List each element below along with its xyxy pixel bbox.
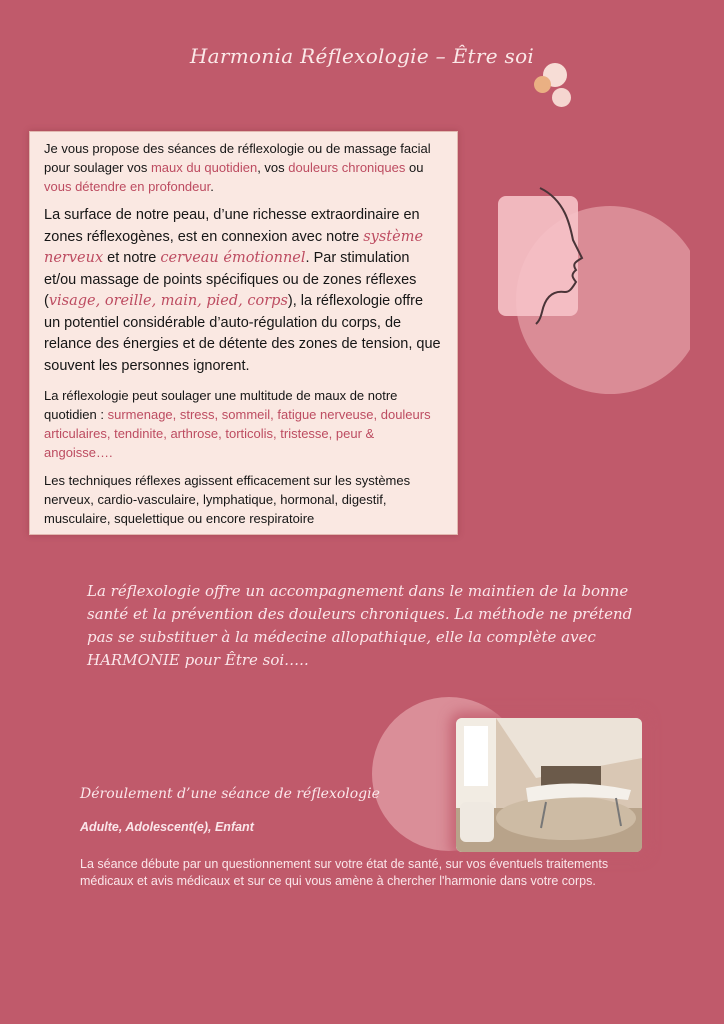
text: .: [210, 179, 214, 194]
highlight: cerveau émotionnel: [160, 250, 306, 266]
dot-orange: [534, 76, 551, 93]
face-profile-icon: [470, 180, 690, 400]
highlight: visage, oreille, main, pied, corps: [48, 293, 288, 309]
intro-paragraph-3: [44, 386, 443, 462]
quote-paragraph: La réflexologie offre un accompagnement dans le maintien de la bonne santé et la prévention des douleurs chroniques. La méthode ne prétend pas se substituer à la médecine allopathique, elle la complète avec HARMONIE pour Être soi…..: [87, 582, 633, 669]
intro-panel: [29, 131, 458, 535]
text: et notre: [103, 250, 161, 266]
text: Je vous propose des séances de réflexologie ou de massage facial pour soulager vos: [44, 141, 431, 175]
text: . Par stimulation et/ou massage de points spécifiques ou de zones réflexes (: [44, 250, 417, 309]
text: La réflexologie peut soulager une multitude de maux de notre quotidien :: [44, 388, 398, 422]
text: , vos: [257, 160, 289, 175]
section-subtitle: Adulte, Adolescent(e), Enfant: [80, 820, 254, 834]
section-text: La séance débute par un questionnement sur votre état de santé, sur vos éventuels traitements médicaux et avis médicaux et sur ce qui vous amène à chercher l'harmonie dans votre corps.: [80, 857, 609, 888]
section-title: Déroulement d’une séance de réflexologie: [80, 786, 380, 802]
highlight: vous détendre en profondeur: [44, 179, 211, 194]
text: La surface de notre peau, d’une richesse extraordinaire en zones réflexogènes, est en connexion avec notre: [44, 207, 420, 245]
highlight: maux du quotidien: [150, 160, 258, 175]
page-title: Harmonia Réflexologie – Être soi: [189, 44, 535, 68]
highlight: douleurs chroniques: [288, 160, 406, 175]
highlight: surmenage, stress, sommeil, fatigue nerveuse, douleurs articulaires, tendinite, arthrose, torticolis, tristesse, peur & angoisse….: [44, 407, 431, 460]
decorative-dots: [530, 58, 578, 110]
treatment-room-photo: [456, 718, 642, 852]
text: ), la réflexologie offre un potentiel considérable d’auto-régulation du corps, de relance des énergies et de détente des zones de tension, que souvent les personnes ignorent.: [44, 293, 441, 374]
highlight: système nerveux: [44, 228, 424, 266]
intro-paragraph-4: Les techniques réflexes agissent efficacement sur les systèmes nerveux, cardio-vasculaire, lymphatique, hormonal, digestif, musculaire, squelettique ou encore respiratoire: [44, 473, 411, 526]
intro-paragraph-2: [44, 205, 443, 377]
intro-paragraph-1: [44, 139, 443, 196]
dot-small: [552, 88, 571, 107]
text: ou: [405, 160, 424, 175]
